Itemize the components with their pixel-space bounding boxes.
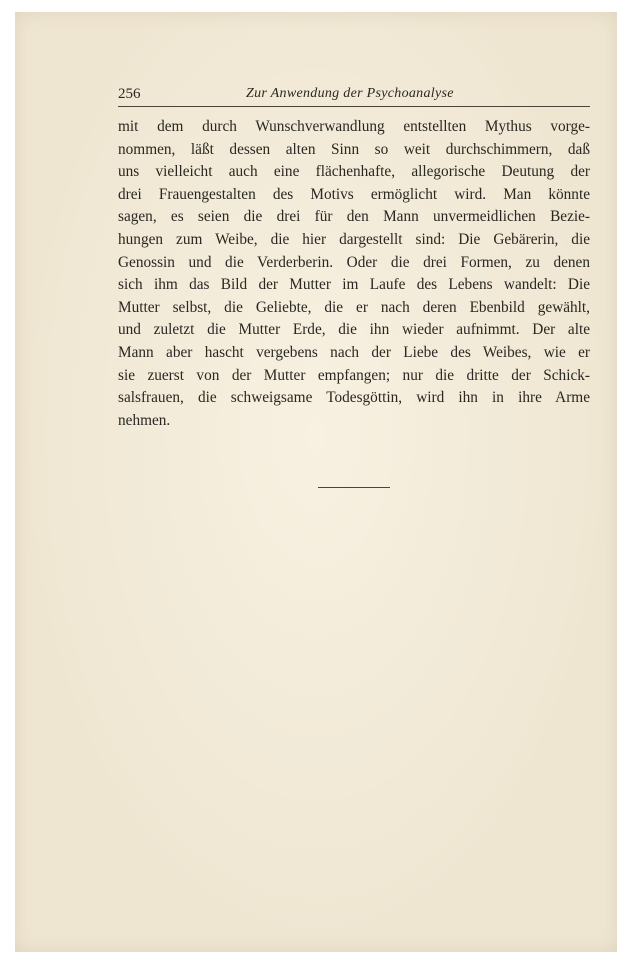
text-line: sich ihm das Bild der Mutter im Laufe des Lebens wandelt: Die <box>118 276 590 294</box>
text-line: sagen, es seien die drei für den Mann unvermeidlichen Bezie- <box>118 208 590 226</box>
section-end-rule <box>318 487 390 488</box>
header-rule <box>118 106 590 107</box>
text-line: nommen, läßt dessen alten Sinn so weit durchschimmern, daß <box>118 140 590 158</box>
text-line: Genossin und die Verderberin. Oder die drei Formen, zu denen <box>118 253 590 271</box>
text-line: drei Frauengestalten des Motivs ermöglicht wird. Man könnte <box>118 185 590 203</box>
text-line: uns vielleicht auch eine flächenhafte, allegorische Deutung der <box>118 163 590 181</box>
text-line: nehmen. <box>118 411 171 429</box>
text-line: und zuletzt die Mutter Erde, die ihn wieder aufnimmt. Der alte <box>118 321 590 339</box>
text-line: Mutter selbst, die Geliebte, die er nach deren Ebenbild gewählt, <box>118 298 590 316</box>
text-line: sie zuerst von der Mutter empfangen; nur die dritte der Schick- <box>118 366 590 384</box>
text-line: hungen zum Weibe, die hier dargestellt sind: Die Gebärerin, die <box>118 230 590 248</box>
page-number: 256 <box>118 86 141 102</box>
text-line: salsfrauen, die schweigsame Todesgöttin, wird ihn in ihre Arme <box>118 389 590 407</box>
body-paragraph <box>118 116 590 432</box>
page-header <box>118 86 510 106</box>
text-line: Mann aber hascht vergebens nach der Liebe des Weibes, wie er <box>118 343 590 361</box>
text-line: mit dem durch Wunschverwandlung entstellten Mythus vorge- <box>118 118 590 135</box>
running-head: Zur Anwendung der Psychoanalyse <box>246 86 454 101</box>
